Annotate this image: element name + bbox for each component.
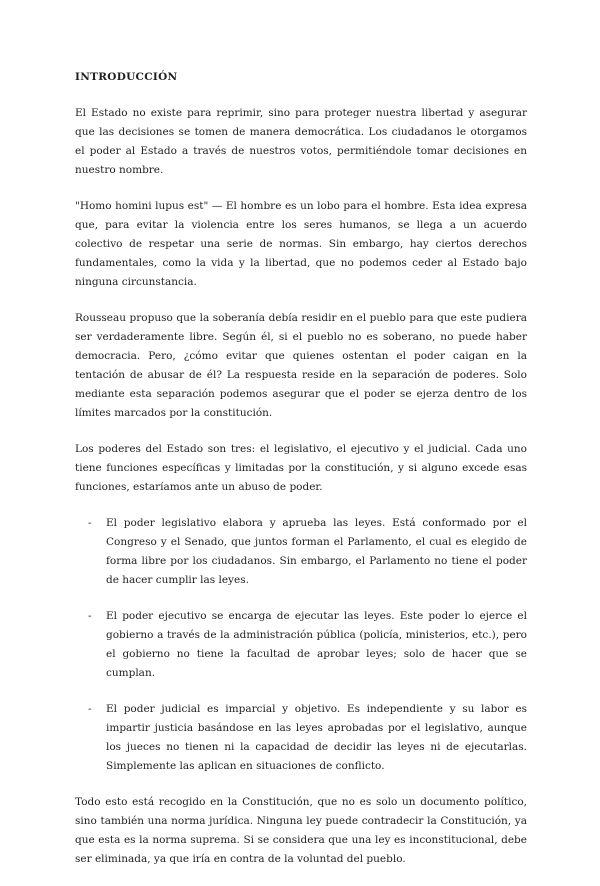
list-item-text: El poder legislativo elabora y aprueba las leyes. Está conformado por el Congreso y el Senado, que juntos forman el Parlamento, el cual es elegido de forma libre por los ciudadanos. Sin embargo, el Parlamento no tiene el poder de hacer cumplir las leyes. [106, 517, 527, 586]
dash-bullet-icon: - [88, 610, 92, 622]
paragraph-intro: El Estado no existe para reprimir, sino para proteger nuestra libertad y asegurar que las decisiones se tomen de manera democrática. Los ciudadanos le otorgamos el poder al Estado a través de nuestros votos, permitiéndole tomar decisiones en nuestro nombre. [75, 107, 527, 176]
list-item-text: El poder ejecutivo se encarga de ejecutar las leyes. Este poder lo ejerce el gobierno a través de la administración pública (policía, ministerios, etc.), pero el gobierno no tiene la facultad de aprobar leyes; solo de hacer que se cumplan. [106, 610, 527, 679]
list-item-executive [75, 607, 527, 683]
paragraph-rousseau: Rousseau propuso que la soberanía debía residir en el pueblo para que este pudiera ser verdaderamente libre. Según él, si el pueblo no es soberano, no puede haber democracia. Pero, ¿cómo evitar que quienes ostentan el poder caigan en la tentación de abusar de él? La respuesta reside en la separación de poderes. Solo mediante esta separación podemos asegurar que el poder se ejerza dentro de los límites marcados por la constitución. [75, 312, 527, 419]
dash-bullet-icon: - [88, 703, 92, 715]
paragraph-constitution: Todo esto está recogido en la Constitución, que no es solo un documento político, sino también una norma jurídica. Ninguna ley puede contradecir la Constitución, ya que esta es la norma suprema. Si se considera que una ley es inconstitucional, debe ser eliminada, ya que iría en contra de la voluntad del pueblo. [75, 796, 527, 865]
powers-list [75, 514, 527, 776]
list-item-judicial [75, 700, 527, 776]
paragraph-three-powers: Los poderes del Estado son tres: el legislativo, el ejecutivo y el judicial. Cada uno tiene funciones específicas y limitadas por la constitución, y si alguno excede esas funciones, estaríamos ante un abuso de poder. [75, 443, 527, 493]
dash-bullet-icon: - [88, 517, 92, 529]
document-page [75, 68, 527, 886]
list-item-legislative [75, 514, 527, 590]
paragraph-homo-homini: "Homo homini lupus est" — El hombre es un lobo para el hombre. Esta idea expresa que, para evitar la violencia entre los seres humanos, se llega a un acuerdo colectivo de respetar una serie de normas. Sin embargo, hay ciertos derechos fundamentales, como la vida y la libertad, que no podemos ceder al Estado bajo ninguna circunstancia. [75, 200, 527, 288]
list-item-text: El poder judicial es imparcial y objetivo. Es independiente y su labor es impartir justicia basándose en las leyes aprobadas por el legislativo, aunque los jueces no tienen ni la capacidad de decidir las leyes ni de ejecutarlas. Simplemente las aplican en situaciones de conflicto. [106, 703, 527, 772]
document-title: INTRODUCCIÓN [75, 71, 178, 83]
